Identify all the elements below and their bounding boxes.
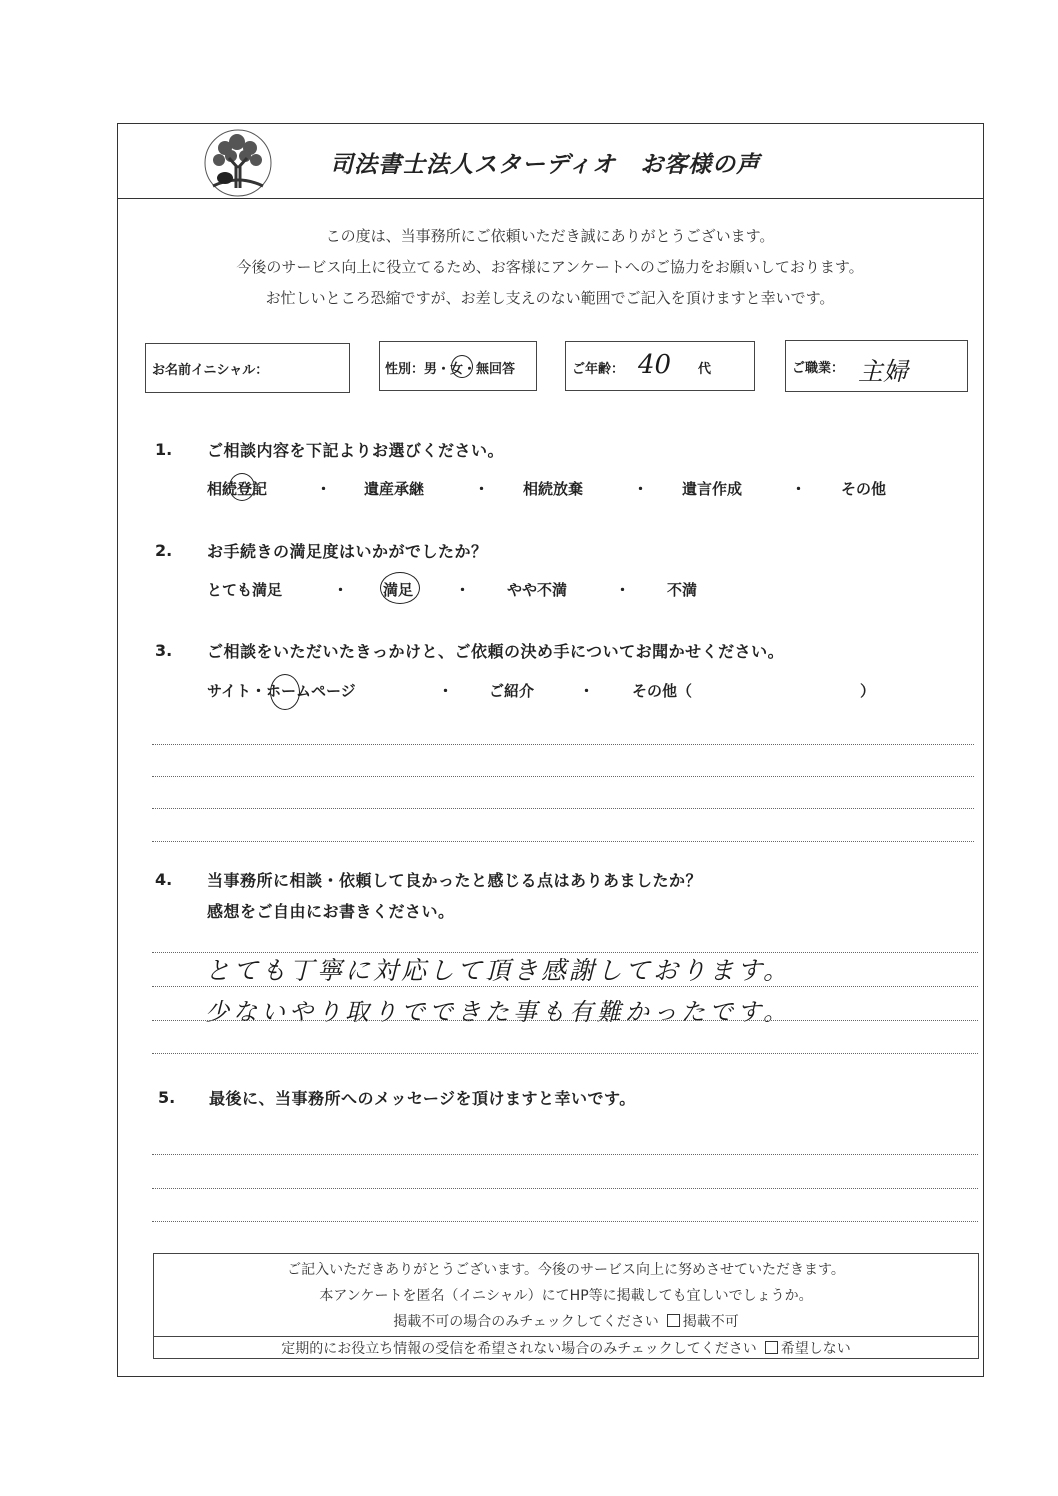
separator-dot: ・ <box>316 480 332 498</box>
no-info-label: 希望しない <box>780 1341 851 1357</box>
job-value: 主婦 <box>858 357 909 386</box>
separator-dot: ・ <box>474 480 490 498</box>
q3-text: ご相談をいただいたきっかけと、ご依頼の決め手についてお聞かせください。 <box>207 642 785 661</box>
separator-dot: ・ <box>633 480 649 498</box>
q3-close-paren: ） <box>860 682 876 700</box>
no-publish-checkbox[interactable] <box>667 1314 680 1327</box>
answer-line <box>152 744 974 745</box>
q2-option-unsatisfied[interactable]: 不満 <box>667 581 698 599</box>
answer-line <box>152 986 978 987</box>
gender-label: 性別：男・女・無回答 <box>385 362 516 377</box>
q5-number: 5. <box>158 1088 176 1107</box>
q4-text-1: 当事務所に相談・依頼して良かったと感じる点はありあましたか？ <box>207 871 703 890</box>
q4-handwritten-answer-1: とても丁寧に対応して頂き感謝しております。 <box>205 956 792 985</box>
footer-line-4 <box>153 1338 979 1358</box>
separator-dot: ・ <box>579 682 595 700</box>
job-label: ご職業： <box>792 361 845 376</box>
answer-line <box>152 1188 978 1189</box>
q3-option-other[interactable]: その他（ <box>632 682 693 700</box>
q2-text: お手続きの満足度はいかがでしたか？ <box>207 542 488 561</box>
footer-line-2: 本アンケートを匿名（イニシャル）にてHP等に掲載しても宜しいでしょうか。 <box>319 1288 813 1304</box>
tree-logo-icon <box>203 128 273 198</box>
answer-line <box>152 1221 978 1222</box>
footer-divider <box>153 1336 979 1337</box>
footer-line-3-text: 掲載不可の場合のみチェックしてください <box>393 1314 659 1330</box>
q2-option-somewhat-unsatisfied[interactable]: やや不満 <box>507 581 568 599</box>
q3-circle-mark <box>270 674 300 710</box>
q3-option-referral[interactable]: ご紹介 <box>489 682 535 700</box>
intro-line-2: 今後のサービス向上に役立てるため、お客様にアンケートへのご協力をお願いしております。 <box>236 258 864 276</box>
intro-line-1: この度は、当事務所にご依頼いただき誠にありがとうございます。 <box>325 227 775 245</box>
q1-option-renunciation[interactable]: 相続放棄 <box>523 480 584 498</box>
q5-text: 最後に、当事務所へのメッセージを頂けますと幸いです。 <box>209 1089 636 1108</box>
separator-dot: ・ <box>455 581 471 599</box>
q1-option-other[interactable]: その他 <box>841 480 887 498</box>
answer-line <box>152 1020 978 1021</box>
q2-circle-mark <box>380 572 420 604</box>
age-value: 40 <box>638 350 672 380</box>
answer-line <box>152 1053 978 1054</box>
answer-line <box>152 1154 978 1155</box>
footer-line-1: ご記入いただきありがとうございます。今後のサービス向上に努めさせていただきます。 <box>287 1262 845 1278</box>
q3-number: 3. <box>155 641 173 660</box>
q1-option-will[interactable]: 遺言作成 <box>682 480 743 498</box>
no-publish-label: 掲載不可 <box>682 1314 739 1330</box>
intro-line-3: お忙しいところ恐縮ですが、お差し支えのない範囲でご記入を頂けますと幸いです。 <box>265 289 835 307</box>
age-suffix: 代 <box>698 362 712 377</box>
survey-title: 司法書士法人スターディオ お客様の声 <box>330 152 761 178</box>
footer-line-3 <box>153 1311 979 1331</box>
separator-dot: ・ <box>791 480 807 498</box>
q2-number: 2. <box>155 541 173 560</box>
gender-circle-mark <box>451 355 473 378</box>
q2-option-satisfied[interactable]: 満足 <box>383 581 414 599</box>
q1-option-inheritance-registration[interactable]: 相続登記 <box>207 480 268 498</box>
q4-number: 4. <box>155 870 173 889</box>
age-label: ご年齢： <box>572 362 625 377</box>
q3-option-website[interactable]: サイト・ホームページ <box>207 682 356 700</box>
q4-text-2: 感想をご自由にお書きください。 <box>207 902 455 921</box>
name-label: お名前イニシャル： <box>152 363 269 378</box>
q2-option-very-satisfied[interactable]: とても満足 <box>207 581 283 599</box>
separator-dot: ・ <box>333 581 349 599</box>
q1-circle-mark <box>229 473 255 501</box>
answer-line <box>152 841 974 842</box>
no-info-checkbox[interactable] <box>765 1341 778 1354</box>
answer-line <box>152 808 974 809</box>
answer-line <box>152 776 974 777</box>
separator-dot: ・ <box>438 682 454 700</box>
separator-dot: ・ <box>615 581 631 599</box>
q1-option-estate-succession[interactable]: 遺産承継 <box>364 480 425 498</box>
q1-text: ご相談内容を下記よりお選びください。 <box>207 441 505 460</box>
q4-handwritten-answer-2: 少ないやり取りでできた事も有難かったです。 <box>205 998 792 1026</box>
footer-line-4-text: 定期的にお役立ち情報の受信を希望されない場合のみチェックしてください <box>281 1341 757 1357</box>
q1-number: 1. <box>155 440 173 459</box>
